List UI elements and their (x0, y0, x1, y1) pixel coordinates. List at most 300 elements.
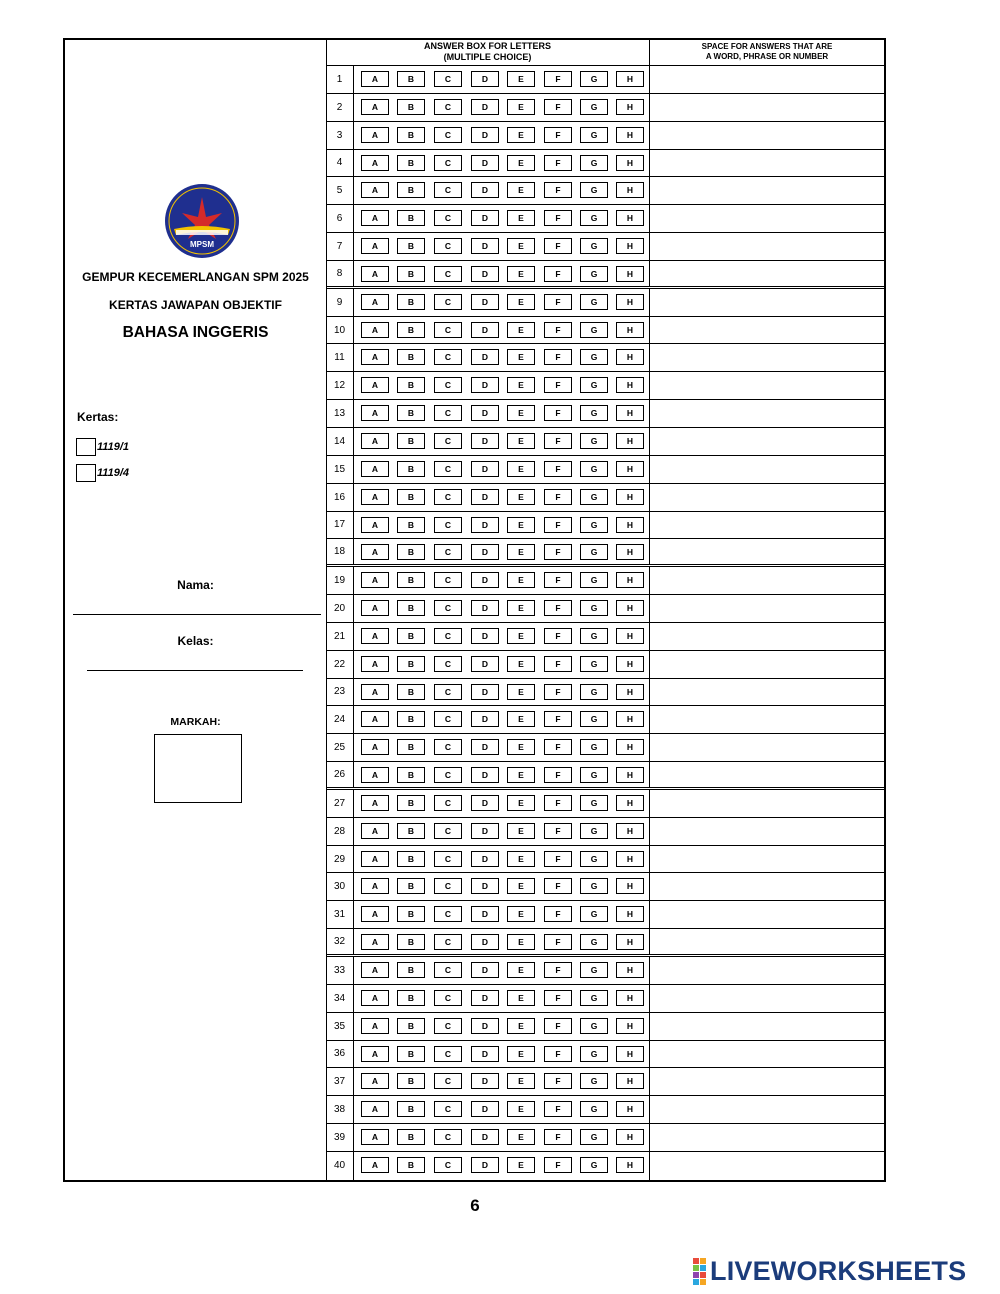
choice-d-box[interactable]: D (471, 294, 499, 310)
choice-h-box[interactable]: H (616, 489, 644, 505)
choice-g-box[interactable]: G (580, 1046, 608, 1062)
choice-a-box[interactable]: A (361, 99, 389, 115)
choice-e-box[interactable]: E (507, 238, 535, 254)
choice-b-box[interactable]: B (397, 544, 425, 560)
word-answer-field[interactable] (650, 929, 884, 954)
choice-d-box[interactable]: D (471, 906, 499, 922)
choice-d-box[interactable]: D (471, 99, 499, 115)
word-answer-field[interactable] (650, 456, 884, 483)
choice-c-box[interactable]: C (434, 544, 462, 560)
choice-c-box[interactable]: C (434, 1073, 462, 1089)
choice-h-box[interactable]: H (616, 1157, 644, 1173)
choice-h-box[interactable]: H (616, 155, 644, 171)
choice-c-box[interactable]: C (434, 71, 462, 87)
choice-f-box[interactable]: F (544, 934, 572, 950)
choice-c-box[interactable]: C (434, 127, 462, 143)
choice-c-box[interactable]: C (434, 349, 462, 365)
choice-c-box[interactable]: C (434, 600, 462, 616)
choice-h-box[interactable]: H (616, 238, 644, 254)
choice-f-box[interactable]: F (544, 906, 572, 922)
choice-h-box[interactable]: H (616, 795, 644, 811)
word-answer-field[interactable] (650, 595, 884, 622)
choice-c-box[interactable]: C (434, 517, 462, 533)
choice-g-box[interactable]: G (580, 405, 608, 421)
choice-g-box[interactable]: G (580, 433, 608, 449)
choice-g-box[interactable]: G (580, 1157, 608, 1173)
choice-b-box[interactable]: B (397, 1073, 425, 1089)
choice-b-box[interactable]: B (397, 405, 425, 421)
choice-e-box[interactable]: E (507, 795, 535, 811)
choice-f-box[interactable]: F (544, 322, 572, 338)
choice-a-box[interactable]: A (361, 600, 389, 616)
choice-d-box[interactable]: D (471, 71, 499, 87)
choice-b-box[interactable]: B (397, 1018, 425, 1034)
choice-e-box[interactable]: E (507, 628, 535, 644)
choice-d-box[interactable]: D (471, 517, 499, 533)
choice-d-box[interactable]: D (471, 1101, 499, 1117)
paper-checkbox-1[interactable] (76, 438, 96, 456)
word-answer-field[interactable] (650, 567, 884, 594)
word-answer-field[interactable] (650, 1124, 884, 1151)
choice-d-box[interactable]: D (471, 851, 499, 867)
choice-g-box[interactable]: G (580, 739, 608, 755)
choice-f-box[interactable]: F (544, 711, 572, 727)
choice-d-box[interactable]: D (471, 628, 499, 644)
choice-d-box[interactable]: D (471, 934, 499, 950)
choice-b-box[interactable]: B (397, 600, 425, 616)
choice-g-box[interactable]: G (580, 684, 608, 700)
choice-c-box[interactable]: C (434, 1046, 462, 1062)
word-answer-field[interactable] (650, 66, 884, 93)
choice-e-box[interactable]: E (507, 294, 535, 310)
choice-c-box[interactable]: C (434, 489, 462, 505)
choice-e-box[interactable]: E (507, 711, 535, 727)
choice-f-box[interactable]: F (544, 767, 572, 783)
choice-c-box[interactable]: C (434, 934, 462, 950)
choice-c-box[interactable]: C (434, 684, 462, 700)
word-answer-field[interactable] (650, 261, 884, 286)
choice-f-box[interactable]: F (544, 349, 572, 365)
choice-h-box[interactable]: H (616, 294, 644, 310)
choice-d-box[interactable]: D (471, 962, 499, 978)
choice-f-box[interactable]: F (544, 628, 572, 644)
choice-a-box[interactable]: A (361, 266, 389, 282)
word-answer-field[interactable] (650, 985, 884, 1012)
word-answer-field[interactable] (650, 428, 884, 455)
choice-a-box[interactable]: A (361, 906, 389, 922)
word-answer-field[interactable] (650, 1041, 884, 1068)
word-answer-field[interactable] (650, 512, 884, 539)
choice-a-box[interactable]: A (361, 823, 389, 839)
choice-e-box[interactable]: E (507, 461, 535, 477)
choice-a-box[interactable]: A (361, 572, 389, 588)
choice-d-box[interactable]: D (471, 489, 499, 505)
choice-d-box[interactable]: D (471, 433, 499, 449)
choice-g-box[interactable]: G (580, 155, 608, 171)
choice-e-box[interactable]: E (507, 962, 535, 978)
choice-d-box[interactable]: D (471, 182, 499, 198)
choice-f-box[interactable]: F (544, 1073, 572, 1089)
choice-a-box[interactable]: A (361, 739, 389, 755)
choice-f-box[interactable]: F (544, 433, 572, 449)
choice-f-box[interactable]: F (544, 489, 572, 505)
choice-h-box[interactable]: H (616, 99, 644, 115)
choice-a-box[interactable]: A (361, 851, 389, 867)
choice-e-box[interactable]: E (507, 489, 535, 505)
word-answer-field[interactable] (650, 317, 884, 344)
choice-a-box[interactable]: A (361, 405, 389, 421)
choice-f-box[interactable]: F (544, 238, 572, 254)
word-answer-field[interactable] (650, 1096, 884, 1123)
choice-g-box[interactable]: G (580, 878, 608, 894)
choice-d-box[interactable]: D (471, 1046, 499, 1062)
choice-f-box[interactable]: F (544, 517, 572, 533)
choice-h-box[interactable]: H (616, 1018, 644, 1034)
choice-f-box[interactable]: F (544, 962, 572, 978)
choice-b-box[interactable]: B (397, 155, 425, 171)
choice-e-box[interactable]: E (507, 155, 535, 171)
choice-b-box[interactable]: B (397, 1157, 425, 1173)
choice-d-box[interactable]: D (471, 266, 499, 282)
choice-d-box[interactable]: D (471, 377, 499, 393)
choice-e-box[interactable]: E (507, 71, 535, 87)
choice-d-box[interactable]: D (471, 572, 499, 588)
choice-g-box[interactable]: G (580, 962, 608, 978)
choice-g-box[interactable]: G (580, 628, 608, 644)
choice-c-box[interactable]: C (434, 767, 462, 783)
choice-b-box[interactable]: B (397, 739, 425, 755)
word-answer-field[interactable] (650, 762, 884, 787)
choice-g-box[interactable]: G (580, 572, 608, 588)
choice-e-box[interactable]: E (507, 1129, 535, 1145)
choice-f-box[interactable]: F (544, 1157, 572, 1173)
choice-c-box[interactable]: C (434, 238, 462, 254)
choice-e-box[interactable]: E (507, 1101, 535, 1117)
choice-b-box[interactable]: B (397, 628, 425, 644)
choice-e-box[interactable]: E (507, 322, 535, 338)
choice-h-box[interactable]: H (616, 127, 644, 143)
choice-b-box[interactable]: B (397, 962, 425, 978)
choice-g-box[interactable]: G (580, 99, 608, 115)
choice-b-box[interactable]: B (397, 684, 425, 700)
choice-h-box[interactable]: H (616, 656, 644, 672)
word-answer-field[interactable] (650, 901, 884, 928)
choice-a-box[interactable]: A (361, 878, 389, 894)
choice-c-box[interactable]: C (434, 656, 462, 672)
word-answer-field[interactable] (650, 1152, 884, 1180)
choice-a-box[interactable]: A (361, 1157, 389, 1173)
choice-f-box[interactable]: F (544, 461, 572, 477)
nama-line[interactable] (73, 614, 321, 615)
choice-e-box[interactable]: E (507, 600, 535, 616)
word-answer-field[interactable] (650, 177, 884, 204)
choice-a-box[interactable]: A (361, 294, 389, 310)
choice-h-box[interactable]: H (616, 1046, 644, 1062)
choice-b-box[interactable]: B (397, 266, 425, 282)
choice-f-box[interactable]: F (544, 823, 572, 839)
choice-c-box[interactable]: C (434, 155, 462, 171)
choice-c-box[interactable]: C (434, 99, 462, 115)
choice-e-box[interactable]: E (507, 1018, 535, 1034)
choice-f-box[interactable]: F (544, 600, 572, 616)
word-answer-field[interactable] (650, 790, 884, 817)
choice-a-box[interactable]: A (361, 71, 389, 87)
choice-c-box[interactable]: C (434, 572, 462, 588)
choice-b-box[interactable]: B (397, 377, 425, 393)
choice-a-box[interactable]: A (361, 489, 389, 505)
choice-a-box[interactable]: A (361, 155, 389, 171)
choice-e-box[interactable]: E (507, 851, 535, 867)
choice-g-box[interactable]: G (580, 294, 608, 310)
choice-f-box[interactable]: F (544, 405, 572, 421)
choice-g-box[interactable]: G (580, 1101, 608, 1117)
choice-g-box[interactable]: G (580, 656, 608, 672)
choice-f-box[interactable]: F (544, 572, 572, 588)
choice-h-box[interactable]: H (616, 990, 644, 1006)
choice-h-box[interactable]: H (616, 739, 644, 755)
choice-h-box[interactable]: H (616, 377, 644, 393)
choice-e-box[interactable]: E (507, 906, 535, 922)
choice-b-box[interactable]: B (397, 322, 425, 338)
choice-d-box[interactable]: D (471, 461, 499, 477)
choice-b-box[interactable]: B (397, 656, 425, 672)
choice-g-box[interactable]: G (580, 600, 608, 616)
choice-c-box[interactable]: C (434, 628, 462, 644)
choice-c-box[interactable]: C (434, 823, 462, 839)
choice-h-box[interactable]: H (616, 182, 644, 198)
choice-f-box[interactable]: F (544, 155, 572, 171)
choice-g-box[interactable]: G (580, 795, 608, 811)
choice-d-box[interactable]: D (471, 656, 499, 672)
word-answer-field[interactable] (650, 344, 884, 371)
choice-a-box[interactable]: A (361, 1046, 389, 1062)
word-answer-field[interactable] (650, 122, 884, 149)
choice-d-box[interactable]: D (471, 990, 499, 1006)
choice-e-box[interactable]: E (507, 1157, 535, 1173)
choice-d-box[interactable]: D (471, 1073, 499, 1089)
choice-h-box[interactable]: H (616, 322, 644, 338)
choice-e-box[interactable]: E (507, 767, 535, 783)
choice-h-box[interactable]: H (616, 405, 644, 421)
choice-b-box[interactable]: B (397, 127, 425, 143)
choice-f-box[interactable]: F (544, 377, 572, 393)
choice-h-box[interactable]: H (616, 544, 644, 560)
choice-a-box[interactable]: A (361, 934, 389, 950)
choice-e-box[interactable]: E (507, 656, 535, 672)
choice-e-box[interactable]: E (507, 266, 535, 282)
choice-g-box[interactable]: G (580, 906, 608, 922)
choice-f-box[interactable]: F (544, 684, 572, 700)
choice-b-box[interactable]: B (397, 433, 425, 449)
choice-a-box[interactable]: A (361, 990, 389, 1006)
choice-g-box[interactable]: G (580, 210, 608, 226)
choice-a-box[interactable]: A (361, 1018, 389, 1034)
choice-f-box[interactable]: F (544, 1018, 572, 1034)
choice-d-box[interactable]: D (471, 405, 499, 421)
choice-a-box[interactable]: A (361, 517, 389, 533)
choice-b-box[interactable]: B (397, 349, 425, 365)
choice-a-box[interactable]: A (361, 322, 389, 338)
choice-h-box[interactable]: H (616, 71, 644, 87)
choice-g-box[interactable]: G (580, 1129, 608, 1145)
choice-h-box[interactable]: H (616, 628, 644, 644)
choice-b-box[interactable]: B (397, 71, 425, 87)
choice-d-box[interactable]: D (471, 767, 499, 783)
choice-c-box[interactable]: C (434, 182, 462, 198)
choice-f-box[interactable]: F (544, 1101, 572, 1117)
choice-d-box[interactable]: D (471, 210, 499, 226)
choice-d-box[interactable]: D (471, 155, 499, 171)
choice-f-box[interactable]: F (544, 210, 572, 226)
choice-a-box[interactable]: A (361, 210, 389, 226)
choice-h-box[interactable]: H (616, 684, 644, 700)
choice-h-box[interactable]: H (616, 572, 644, 588)
choice-h-box[interactable]: H (616, 934, 644, 950)
choice-b-box[interactable]: B (397, 572, 425, 588)
choice-a-box[interactable]: A (361, 656, 389, 672)
choice-h-box[interactable]: H (616, 349, 644, 365)
choice-b-box[interactable]: B (397, 182, 425, 198)
choice-e-box[interactable]: E (507, 517, 535, 533)
choice-g-box[interactable]: G (580, 1073, 608, 1089)
choice-e-box[interactable]: E (507, 544, 535, 560)
choice-d-box[interactable]: D (471, 127, 499, 143)
choice-e-box[interactable]: E (507, 182, 535, 198)
choice-f-box[interactable]: F (544, 182, 572, 198)
choice-f-box[interactable]: F (544, 266, 572, 282)
choice-g-box[interactable]: G (580, 1018, 608, 1034)
choice-f-box[interactable]: F (544, 1129, 572, 1145)
choice-g-box[interactable]: G (580, 461, 608, 477)
choice-a-box[interactable]: A (361, 628, 389, 644)
choice-e-box[interactable]: E (507, 823, 535, 839)
choice-b-box[interactable]: B (397, 767, 425, 783)
word-answer-field[interactable] (650, 484, 884, 511)
choice-c-box[interactable]: C (434, 1129, 462, 1145)
word-answer-field[interactable] (650, 1068, 884, 1095)
choice-d-box[interactable]: D (471, 238, 499, 254)
choice-d-box[interactable]: D (471, 544, 499, 560)
choice-h-box[interactable]: H (616, 517, 644, 533)
word-answer-field[interactable] (650, 706, 884, 733)
choice-a-box[interactable]: A (361, 962, 389, 978)
choice-h-box[interactable]: H (616, 433, 644, 449)
markah-box[interactable] (154, 734, 242, 803)
choice-h-box[interactable]: H (616, 711, 644, 727)
choice-h-box[interactable]: H (616, 823, 644, 839)
choice-c-box[interactable]: C (434, 739, 462, 755)
choice-h-box[interactable]: H (616, 1129, 644, 1145)
choice-a-box[interactable]: A (361, 238, 389, 254)
choice-a-box[interactable]: A (361, 544, 389, 560)
choice-d-box[interactable]: D (471, 795, 499, 811)
choice-a-box[interactable]: A (361, 711, 389, 727)
choice-a-box[interactable]: A (361, 1129, 389, 1145)
choice-g-box[interactable]: G (580, 767, 608, 783)
choice-b-box[interactable]: B (397, 238, 425, 254)
choice-f-box[interactable]: F (544, 99, 572, 115)
choice-c-box[interactable]: C (434, 1101, 462, 1117)
choice-f-box[interactable]: F (544, 990, 572, 1006)
choice-f-box[interactable]: F (544, 544, 572, 560)
choice-f-box[interactable]: F (544, 656, 572, 672)
choice-f-box[interactable]: F (544, 1046, 572, 1062)
word-answer-field[interactable] (650, 94, 884, 121)
choice-b-box[interactable]: B (397, 795, 425, 811)
word-answer-field[interactable] (650, 846, 884, 873)
word-answer-field[interactable] (650, 372, 884, 399)
choice-h-box[interactable]: H (616, 210, 644, 226)
choice-b-box[interactable]: B (397, 99, 425, 115)
choice-a-box[interactable]: A (361, 795, 389, 811)
choice-h-box[interactable]: H (616, 1073, 644, 1089)
paper-option-2[interactable] (76, 463, 129, 483)
choice-f-box[interactable]: F (544, 71, 572, 87)
word-answer-field[interactable] (650, 233, 884, 260)
choice-c-box[interactable]: C (434, 1157, 462, 1173)
choice-a-box[interactable]: A (361, 349, 389, 365)
choice-b-box[interactable]: B (397, 878, 425, 894)
choice-c-box[interactable]: C (434, 405, 462, 421)
choice-g-box[interactable]: G (580, 322, 608, 338)
choice-b-box[interactable]: B (397, 294, 425, 310)
choice-a-box[interactable]: A (361, 433, 389, 449)
choice-b-box[interactable]: B (397, 210, 425, 226)
choice-f-box[interactable]: F (544, 294, 572, 310)
word-answer-field[interactable] (650, 818, 884, 845)
choice-e-box[interactable]: E (507, 739, 535, 755)
choice-e-box[interactable]: E (507, 377, 535, 393)
choice-h-box[interactable]: H (616, 767, 644, 783)
choice-h-box[interactable]: H (616, 1101, 644, 1117)
choice-c-box[interactable]: C (434, 962, 462, 978)
choice-a-box[interactable]: A (361, 1101, 389, 1117)
choice-h-box[interactable]: H (616, 962, 644, 978)
choice-h-box[interactable]: H (616, 851, 644, 867)
choice-c-box[interactable]: C (434, 990, 462, 1006)
choice-g-box[interactable]: G (580, 182, 608, 198)
choice-g-box[interactable]: G (580, 517, 608, 533)
paper-checkbox-2[interactable] (76, 464, 96, 482)
word-answer-field[interactable] (650, 957, 884, 984)
choice-h-box[interactable]: H (616, 600, 644, 616)
choice-c-box[interactable]: C (434, 851, 462, 867)
choice-b-box[interactable]: B (397, 934, 425, 950)
word-answer-field[interactable] (650, 205, 884, 232)
choice-g-box[interactable]: G (580, 71, 608, 87)
word-answer-field[interactable] (650, 1013, 884, 1040)
choice-c-box[interactable]: C (434, 906, 462, 922)
choice-d-box[interactable]: D (471, 349, 499, 365)
choice-b-box[interactable]: B (397, 823, 425, 839)
kelas-line[interactable] (87, 670, 303, 671)
choice-f-box[interactable]: F (544, 851, 572, 867)
choice-h-box[interactable]: H (616, 266, 644, 282)
choice-e-box[interactable]: E (507, 349, 535, 365)
choice-h-box[interactable]: H (616, 906, 644, 922)
choice-e-box[interactable]: E (507, 127, 535, 143)
choice-c-box[interactable]: C (434, 210, 462, 226)
choice-a-box[interactable]: A (361, 767, 389, 783)
choice-c-box[interactable]: C (434, 266, 462, 282)
choice-f-box[interactable]: F (544, 739, 572, 755)
choice-d-box[interactable]: D (471, 600, 499, 616)
choice-a-box[interactable]: A (361, 182, 389, 198)
word-answer-field[interactable] (650, 623, 884, 650)
choice-e-box[interactable]: E (507, 990, 535, 1006)
choice-a-box[interactable]: A (361, 684, 389, 700)
choice-b-box[interactable]: B (397, 906, 425, 922)
